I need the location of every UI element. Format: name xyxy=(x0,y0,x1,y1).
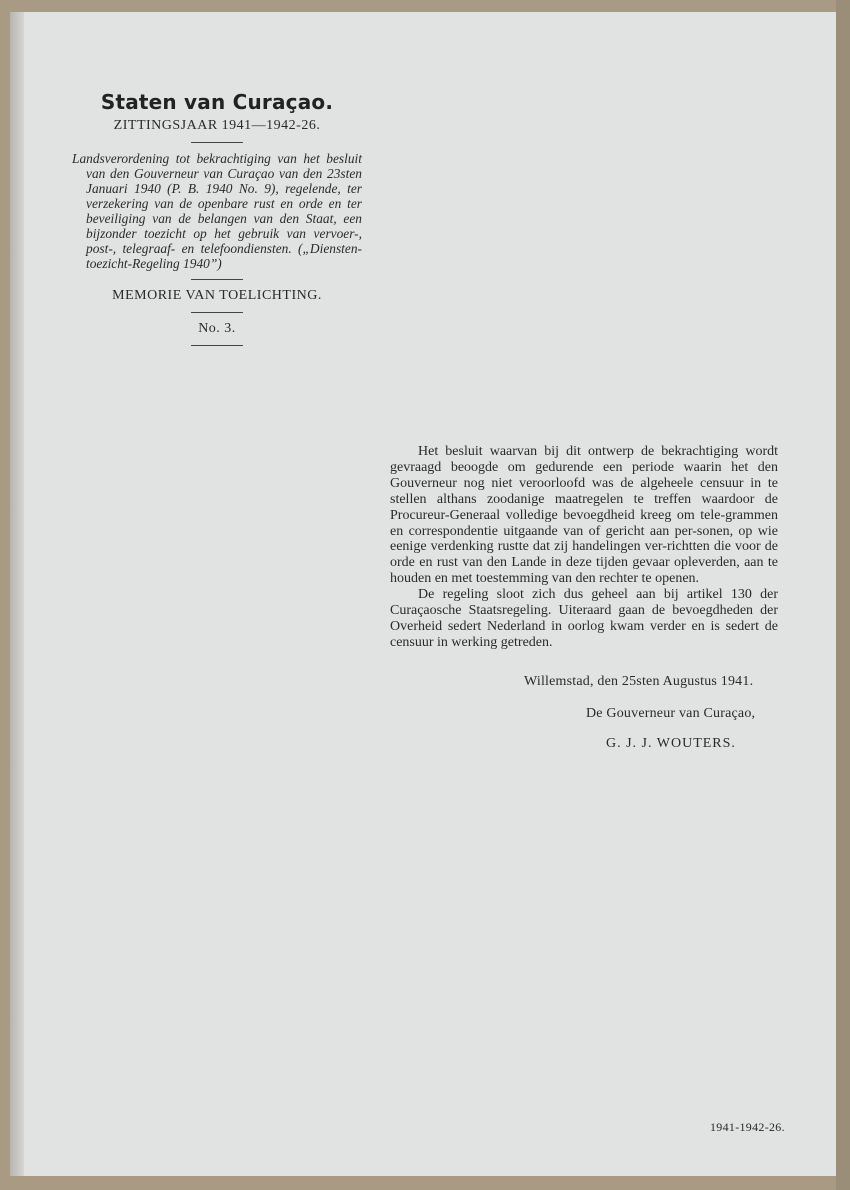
divider xyxy=(191,279,243,280)
body-paragraph: De regeling sloot zich dus geheel aan bij artikel 130 der Curaçaosche Staatsregeling. Uiteraard gaan de bevoegdheden der Overheid sedert Nederland in oorlog kwam verder en is sedert de censuur in werking getreden. xyxy=(390,587,778,650)
session-year: ZITTINGSJAAR 1941—1942-26. xyxy=(113,118,321,133)
divider xyxy=(191,345,243,346)
subject-description: Landsverordening tot bekrachtiging van het besluit van den Gouverneur van Curaçao van den 23sten Januari 1940 (P. B. 1940 No. 9), regelende, ter verzekering van de openbare rust en orde en ter beveiliging van de belangen van den Staat, een bijzonder toezicht op het gebruik van vervoer-, post-, telegraaf- en telefoondiensten. („Diensten-toezicht-Regeling 1940”) xyxy=(72,151,362,271)
document-type: MEMORIE VAN TOELICHTING. xyxy=(112,288,322,303)
closing-date: Willemstad, den 25sten Augustus 1941. xyxy=(524,674,754,689)
binding-spine xyxy=(10,12,24,1176)
governor-title: De Gouverneur van Curaçao, xyxy=(586,706,756,721)
body-text xyxy=(390,444,778,651)
footer-reference: 1941-1942-26. xyxy=(710,1120,785,1134)
document-title: Staten van Curaçao. xyxy=(100,90,334,114)
divider xyxy=(191,312,243,313)
header-block xyxy=(72,90,362,354)
signer-name: G. J. J. WOUTERS. xyxy=(606,736,736,751)
divider xyxy=(191,142,243,143)
body-paragraph: Het besluit waarvan bij dit ontwerp de bekrachtiging wordt gevraagd beoogde om gedurende een periode waarin het den Gouverneur nog niet veroorloofd was de algeheele censuur in te stellen althans zoodanige maatregelen te treffen waardoor de Procureur-Generaal volledige bevoegdheid kreeg om tele-grammen en correspondentie uitgaande van of gericht aan per-sonen, op wie eenige verdenking rustte dat zij handelingen ver-richtten die voor de orde en rust van den Lande in deze tijden gevaar opleverden, aan te houden en met toestemming van den rechter te openen. xyxy=(390,444,778,587)
document-number: No. 3. xyxy=(198,321,236,336)
page-edge xyxy=(836,0,850,1190)
